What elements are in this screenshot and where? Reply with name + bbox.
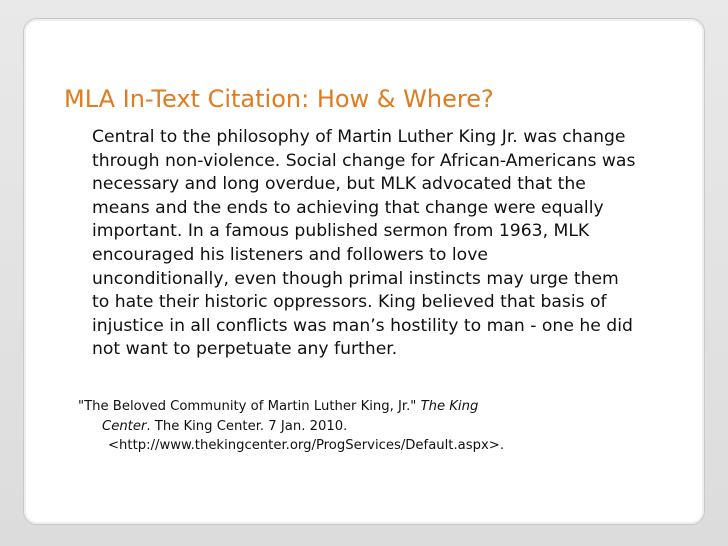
slide-title: MLA In-Text Citation: How & Where? [64, 85, 494, 113]
citation-line-3 [78, 436, 678, 456]
citation-line-2 [78, 417, 678, 437]
body-line: important. In a famous published sermon from 1963, MLK [92, 221, 590, 242]
citation-site-title: The King [420, 399, 479, 414]
body-paragraph [92, 126, 712, 362]
body-line: not want to perpetuate any further. [92, 339, 398, 360]
citation-url: <http://www.thekingcenter.org/ProgServices/Default.aspx>. [108, 438, 505, 453]
citation-site-title-cont: Center [102, 418, 147, 434]
body-line: through non-violence. Social change for African-Americans was [92, 150, 636, 171]
body-line: to hate their historic oppressors. King believed that basis of [92, 292, 607, 313]
citation-article-title: "The Beloved Community of Martin Luther King, Jr." [78, 399, 417, 414]
works-cited-entry [78, 397, 678, 456]
body-line: necessary and long overdue, but MLK advocated that the [92, 174, 586, 195]
body-line: encouraged his listeners and followers to love [92, 244, 488, 265]
citation-line-1 [78, 397, 678, 417]
body-line: unconditionally, even though primal instincts may urge them [92, 268, 619, 289]
body-line: Central to the philosophy of Martin Luther King Jr. was change [92, 127, 626, 147]
body-line: injustice in all conflicts was man’s hostility to man - one he did [92, 315, 633, 336]
body-line: means and the ends to achieving that change were equally [92, 197, 604, 218]
citation-publisher-date: . The King Center. 7 Jan. 2010. [146, 418, 348, 434]
